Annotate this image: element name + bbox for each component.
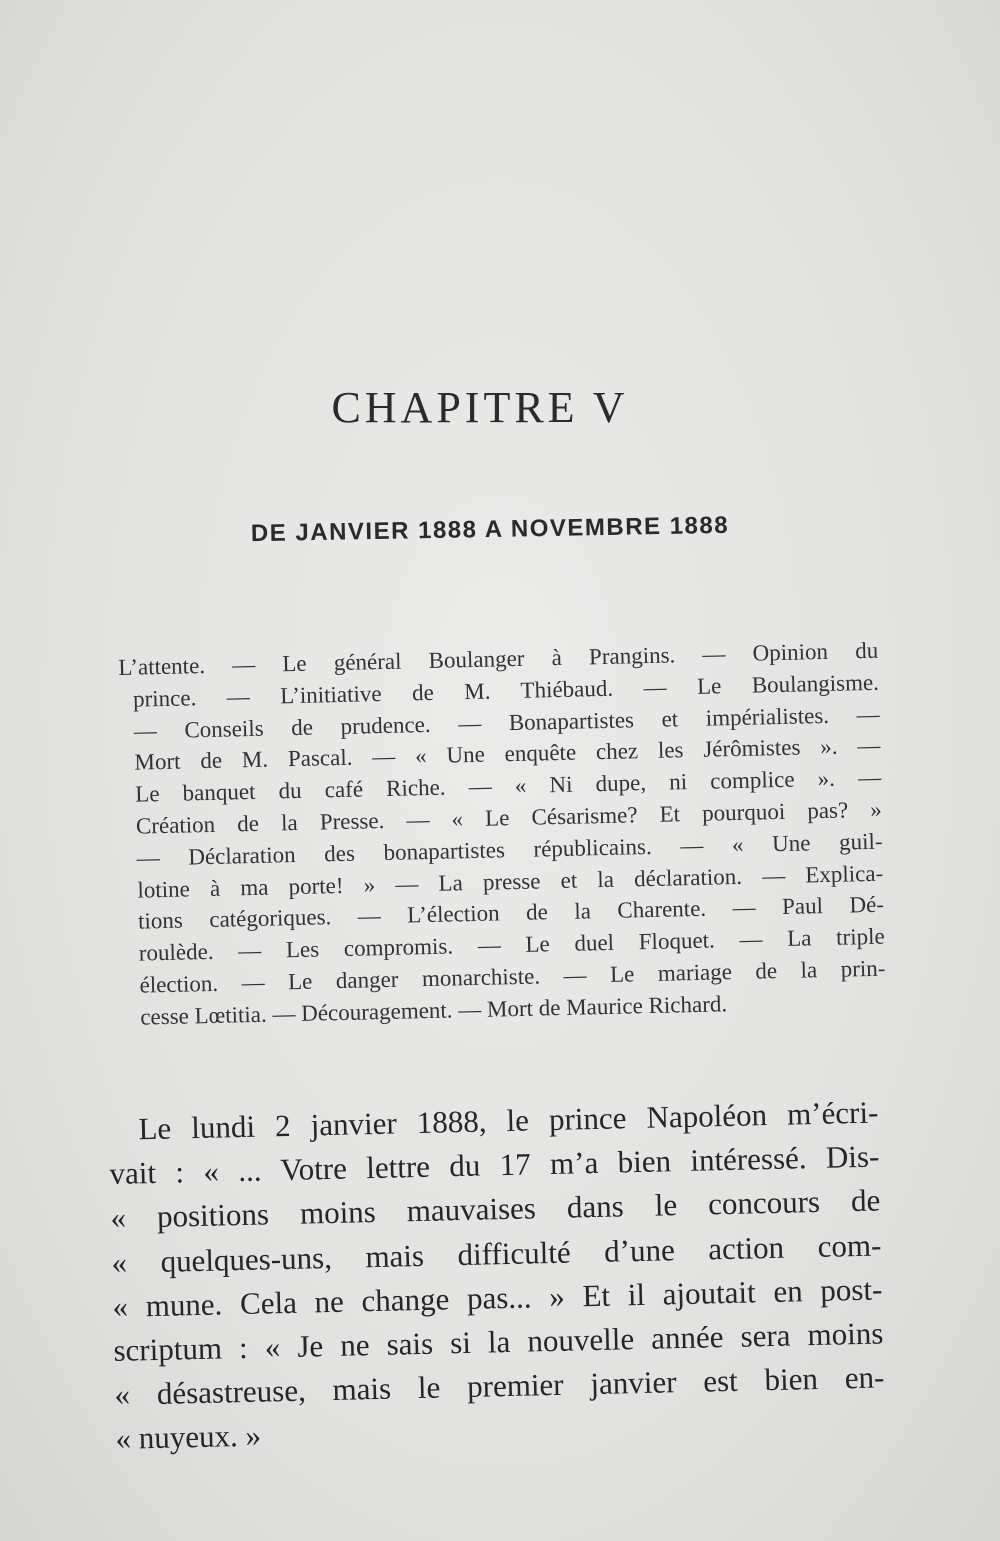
body-line: « nuyeux. »	[115, 1418, 262, 1457]
body-line: « positions moins mauvaises dans le concours de	[110, 1182, 881, 1236]
chapter-summary	[118, 635, 886, 1034]
body-line: « désastreuse, mais le premier janvier est bien en-	[114, 1359, 885, 1413]
summary-line: roulède. — Les compromis. — Le duel Floquet. — La triple	[138, 923, 885, 966]
summary-line: lotine à ma porte! » — La presse et la déclaration. — Explica-	[137, 860, 884, 903]
chapter-subtitle: DE JANVIER 1888 A NOVEMBRE 1888	[250, 511, 730, 548]
body-line: scriptum : « Je ne sais si la nouvelle année sera moins	[113, 1315, 884, 1368]
summary-line: Le banquet du café Riche. — « Ni dupe, ni complice ». —	[134, 764, 882, 807]
summary-line: élection. — Le danger monarchiste. — Le mariage de la prin-	[139, 955, 886, 998]
summary-line: L’attente. — Le général Boulanger à Prangins. — Opinion du	[118, 637, 879, 680]
summary-line: Mort de M. Pascal. — « Une enquête chez les Jérômistes ». —	[134, 733, 881, 776]
body-line: Le lundi 2 janvier 1888, le prince Napoléon m’écri-	[138, 1094, 879, 1147]
summary-line: cesse Lœtitia. — Découragement. — Mort de Maurice Richard.	[139, 991, 728, 1030]
summary-line: — Conseils de prudence. — Bonapartistes et impérialistes. —	[133, 701, 880, 744]
summary-line: Création de la Presse. — « Le Césarisme? Et pourquoi pas? »	[135, 796, 883, 839]
body-line: « quelques-uns, mais difficulté d’une action com-	[111, 1227, 882, 1280]
chapter-title: CHAPITRE V	[331, 383, 629, 432]
body-line: vait : « ... Votre lettre du 17 m’a bien intéressé. Dis-	[109, 1138, 880, 1192]
body-paragraph	[108, 1091, 886, 1462]
summary-line: — Déclaration des bonapartistes républicains. — « Une guil-	[136, 828, 883, 871]
body-line: « mune. Cela ne change pas... » Et il ajoutait en post-	[112, 1271, 883, 1324]
summary-line: prince. — L’initiative de M. Thiébaud. — Le Boulangisme.	[132, 669, 880, 712]
summary-line: tions catégoriques. — L’élection de la Charente. — Paul Dé-	[137, 892, 885, 934]
